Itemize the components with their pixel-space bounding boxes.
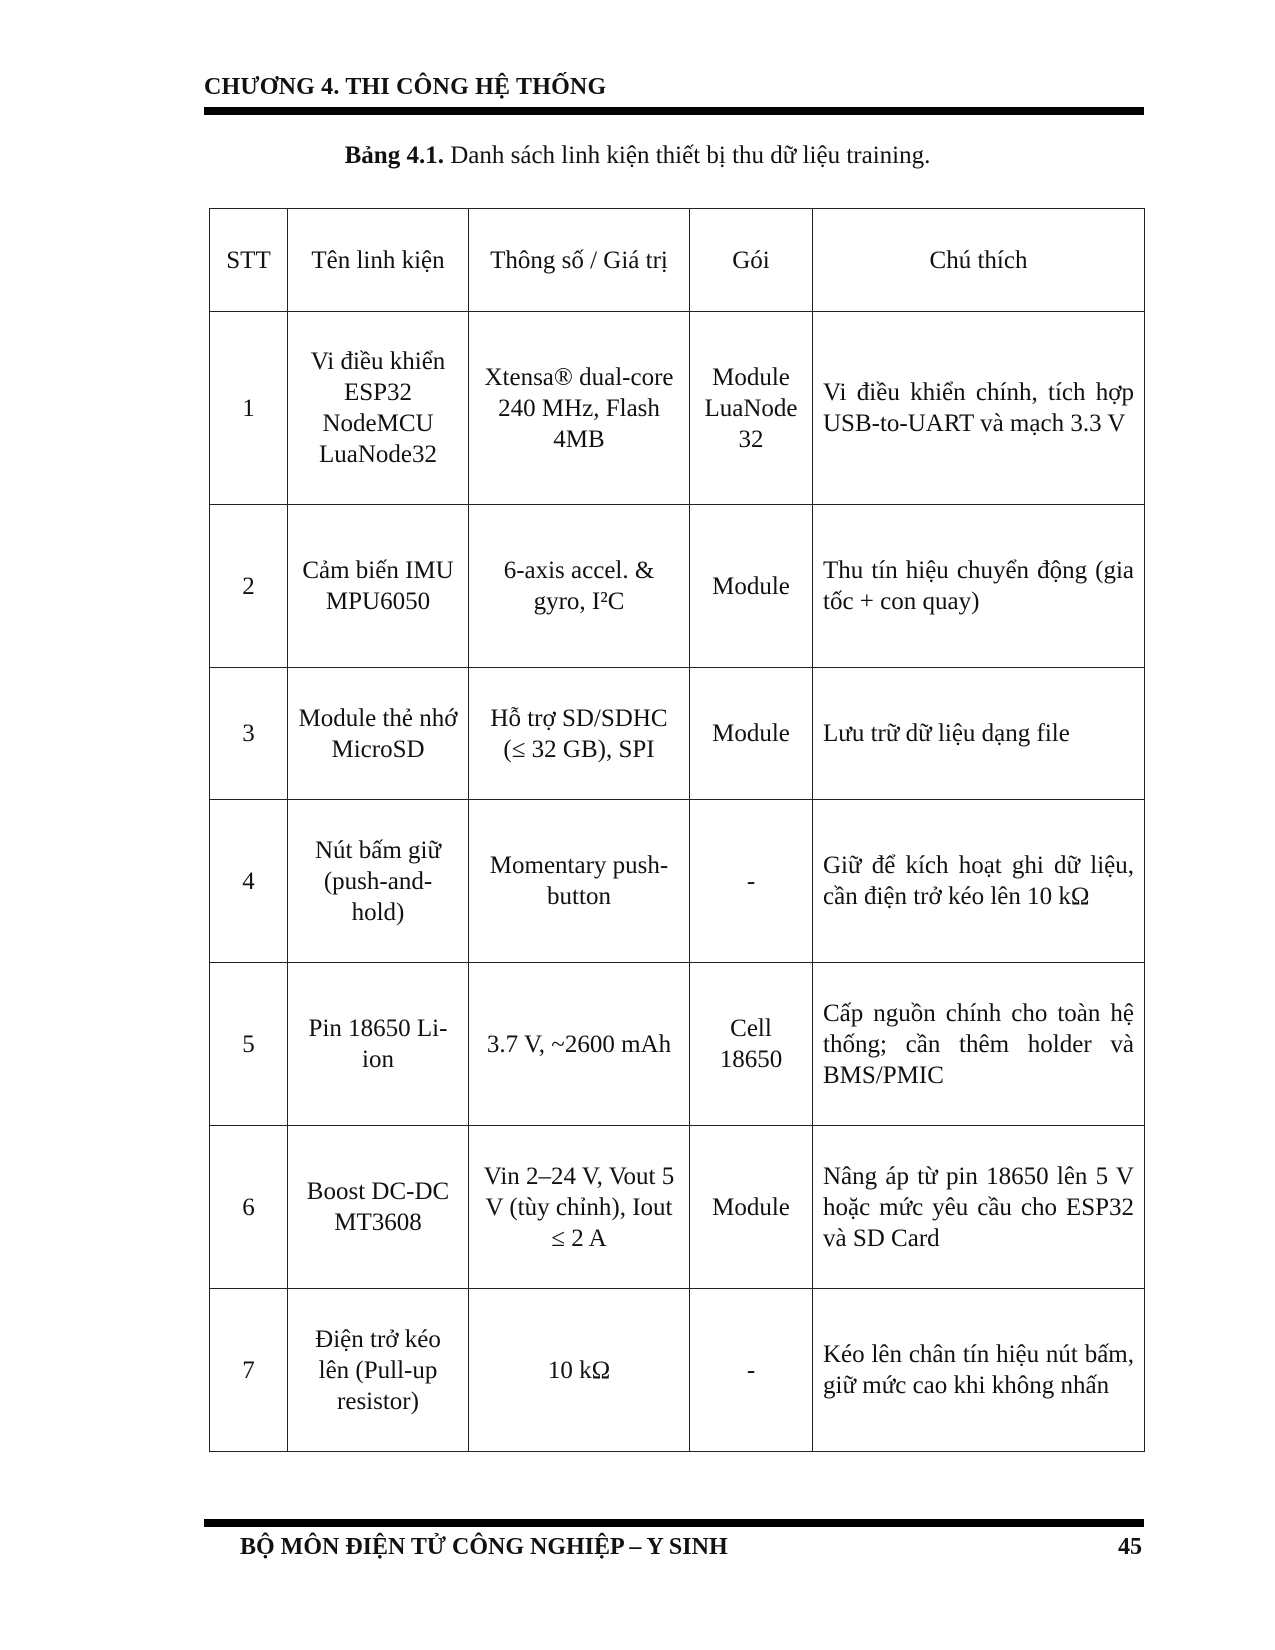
component-name: Pin 18650 Li-ion [288,963,469,1126]
component-specs: 6-axis accel. & gyro, I²C [469,505,690,668]
component-notes: Nâng áp từ pin 18650 lên 5 V hoặc mức yêu cầu cho ESP32 và SD Card [813,1126,1145,1289]
component-package: - [690,1289,813,1452]
component-notes: Giữ để kích hoạt ghi dữ liệu, cần điện trở kéo lên 10 kΩ [813,800,1145,963]
component-name: Nút bấm giữ (push-and-hold) [288,800,469,963]
component-package: Cell 18650 [690,963,813,1126]
table-row [210,1289,1145,1452]
page-number: 45 [1118,1534,1142,1560]
chapter-title: CHƯƠNG 4. THI CÔNG HỆ THỐNG [204,74,607,100]
table-row [210,312,1145,505]
component-notes: Cấp nguồn chính cho toàn hệ thống; cần thêm holder và BMS/PMIC [813,963,1145,1126]
footer-divider [204,1519,1144,1527]
component-notes: Lưu trữ dữ liệu dạng file [813,668,1145,800]
component-specs: 3.7 V, ~2600 mAh [469,963,690,1126]
row-index: 1 [210,312,288,505]
component-specs: Hỗ trợ SD/SDHC (≤ 32 GB), SPI [469,668,690,800]
table-caption-text: Danh sách linh kiện thiết bị thu dữ liệu training. [443,142,931,169]
component-notes: Vi điều khiển chính, tích hợp USB-to-UART và mạch 3.3 V [813,312,1145,505]
column-header-specs: Thông số / Giá trị [469,209,690,312]
row-index: 6 [210,1126,288,1289]
column-header-component-name: Tên linh kiện [288,209,469,312]
column-header-package: Gói [690,209,813,312]
component-package: Module LuaNode 32 [690,312,813,505]
table-caption-label: Bảng 4.1. [344,142,444,169]
component-package: Module [690,505,813,668]
component-notes: Thu tín hiệu chuyển động (gia tốc + con quay) [813,505,1145,668]
component-specs: Xtensa® dual-core 240 MHz, Flash 4MB [469,312,690,505]
component-name: Cảm biến IMU MPU6050 [288,505,469,668]
row-index: 7 [210,1289,288,1452]
component-package: Module [690,1126,813,1289]
component-specs: Vin 2–24 V, Vout 5 V (tùy chỉnh), Iout ≤ 2 A [469,1126,690,1289]
component-notes: Kéo lên chân tín hiệu nút bấm, giữ mức cao khi không nhấn [813,1289,1145,1452]
table-caption [0,142,1275,170]
row-index: 3 [210,668,288,800]
table-row [210,505,1145,668]
department-name: BỘ MÔN ĐIỆN TỬ CÔNG NGHIỆP – Y SINH [240,1534,728,1560]
table-row [210,1126,1145,1289]
column-header-notes: Chú thích [813,209,1145,312]
components-table [209,208,1145,1452]
component-name: Boost DC-DC MT3608 [288,1126,469,1289]
row-index: 5 [210,963,288,1126]
column-header-stt: STT [210,209,288,312]
table-row [210,668,1145,800]
component-name: Module thẻ nhớ MicroSD [288,668,469,800]
component-specs: 10 kΩ [469,1289,690,1452]
component-name: Điện trở kéo lên (Pull-up resistor) [288,1289,469,1452]
component-package: Module [690,668,813,800]
table-row [210,800,1145,963]
table-row [210,963,1145,1126]
row-index: 4 [210,800,288,963]
component-package: - [690,800,813,963]
row-index: 2 [210,505,288,668]
component-specs: Momentary push-button [469,800,690,963]
component-name: Vi điều khiển ESP32 NodeMCU LuaNode32 [288,312,469,505]
header-divider [204,107,1144,115]
table-header-row [210,209,1145,312]
